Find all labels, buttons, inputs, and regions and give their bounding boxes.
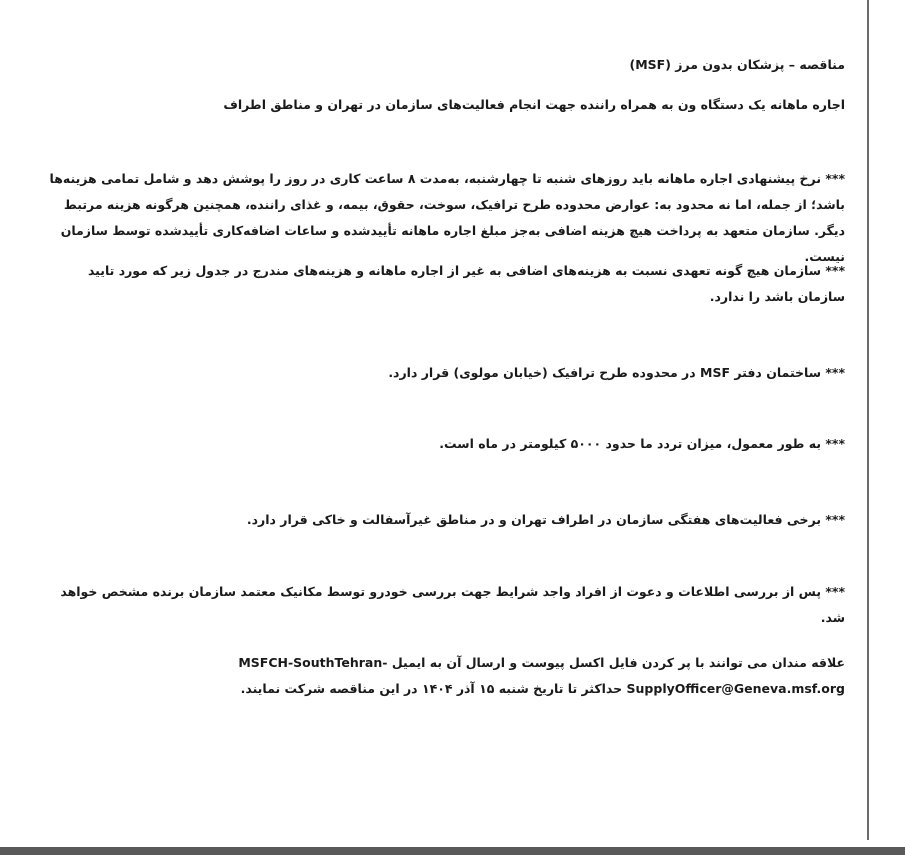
- contact-email-link[interactable]: MSFCH-SouthTehran-SupplyOfficer@Geneva.msf.org: [238, 655, 845, 696]
- paragraph-pricing-terms: *** نرخ پیشنهادی اجاره ماهانه باید روزهای شنبه تا چهارشنبه، به‌مدت ۸ ساعت کاری در روز را پوشش دهد و شامل تمامی هزینه‌ها باشد؛ از جمله، اما نه محدود به: عوارض محدوده طرح ترافیک، سوخت، حقوق، بیمه، و غذای راننده، همچنین هرگونه هزینه مرتبط دیگر. سازمان متعهد به پرداخت هیچ هزینه اضافی به‌جز مبلغ اجاره ماهانه تأییدشده و ساعات اضافه‌کاری تأییدشده توسط سازمان نیست.: [49, 171, 845, 264]
- paragraph-extra-costs: *** سازمان هیچ گونه تعهدی نسبت به هزینه‌های اضافی به غیر از اجاره ماهانه و هزینه‌های مندرج در جدول زیر که مورد تایید سازمان باشد را ندارد.: [87, 263, 845, 304]
- closing-text-before-email: علاقه مندان می توانند با پر کردن فایل اکسل پیوست و ارسال آن به ایمیل: [391, 655, 845, 670]
- paragraph-closing: [40, 650, 845, 702]
- paragraph-monthly-mileage: *** به طور معمول، میزان تردد ما حدود ۵۰۰۰ کیلومتر در ماه است.: [439, 436, 845, 451]
- paragraph-weekly-activities: *** برخی فعالیت‌های هفتگی سازمان در اطراف تهران و در مناطق غیرآسفالت و خاکی قرار دارد.: [246, 512, 845, 527]
- document-subtitle: اجاره ماهانه یک دستگاه ون به همراه راننده جهت انجام فعالیت‌های سازمان در تهران و مناطق اطراف: [223, 97, 845, 112]
- closing-text-after-email: حداکثر تا تاریخ شنبه ۱۵ آذر ۱۴۰۴ در این مناقصه شرکت نمایند.: [240, 681, 623, 696]
- paragraph-winner-selection: *** پس از بررسی اطلاعات و دعوت از افراد واجد شرایط جهت بررسی خودرو توسط مکانیک معتمد سازمان برنده مشخص خواهد شد.: [60, 584, 845, 625]
- paragraph-office-location: *** ساختمان دفتر MSF در محدوده طرح ترافیک (خیابان مولوی) قرار دارد.: [388, 365, 845, 380]
- document-title: مناقصه – پزشکان بدون مرز (MSF): [629, 57, 845, 72]
